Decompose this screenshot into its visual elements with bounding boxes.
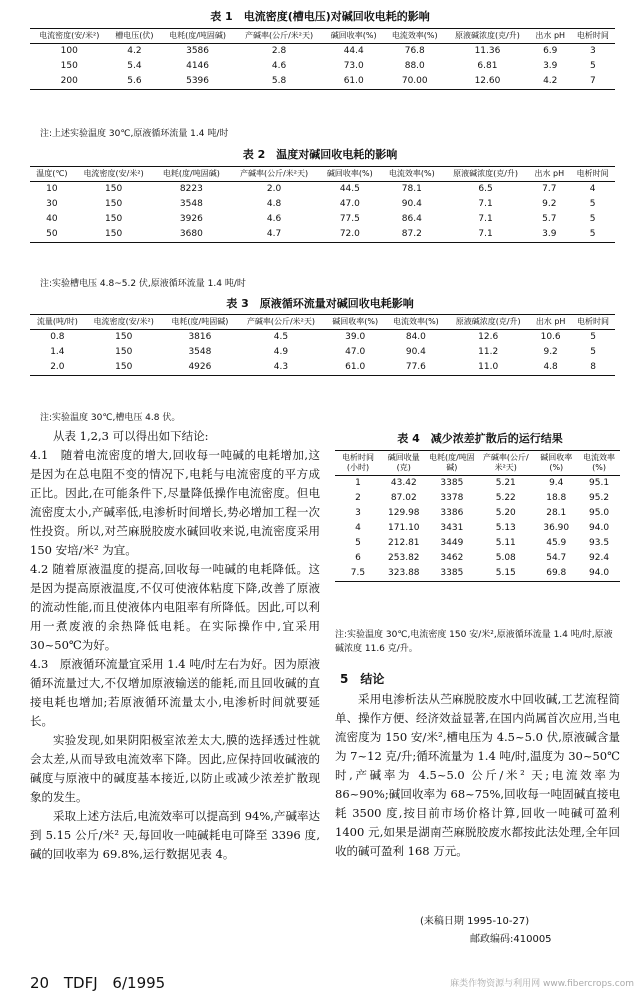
table-cell: 77.6: [386, 360, 447, 376]
table-cell: 86.4: [401, 214, 422, 224]
column-header: 流量(吨/时): [30, 315, 85, 330]
table-cell: 3386: [440, 508, 464, 518]
table-cell: 87.02: [390, 493, 417, 503]
column-header: 电流效率(%): [384, 29, 445, 44]
table-cell: 3548: [179, 199, 203, 209]
table-cell: 11.36: [474, 46, 501, 56]
table-cell: 8223: [179, 184, 203, 194]
table-cell: 30: [46, 199, 58, 209]
table-row: [335, 566, 620, 582]
table-cell: 3.9: [543, 61, 558, 71]
table-cell: 5.13: [495, 523, 516, 533]
column-header: 电析时间: [571, 315, 615, 330]
conclusion-paragraph: 采用电渗析法从苎麻脱胶废水中回收碱,工艺流程简单、操作方便、经济效益显著,在国内尚属首次应用,当电流密度为 150 安/米²,槽电压为 4.5~5.0 伏,原液碱含量为 7~12 克/升;循环流量为 1.4 吨/时,温度为 30~50℃时,产碱率为 4.5~5.0 公斤/米² 天;电流效率为 86~90%;碱回收率为 68~75%,回收每一吨固碱直接电耗 3500 度,按目前市场价格计算,回收一吨碱可盈利 1400 元,如果是湖南苎麻脱胶废水都按此法处理,全年回收的碱可盈利 168 万元。: [335, 692, 620, 858]
table-cell: 171.10: [388, 523, 420, 533]
column-header: 碱回收率(%): [325, 315, 386, 330]
table-row: [335, 506, 620, 521]
table-cell: 200: [30, 74, 109, 90]
column-header: 槽电压(伏): [109, 29, 161, 44]
table-cell: 1: [355, 478, 361, 488]
table-cell: 7: [571, 74, 615, 90]
table-cell: 93.5: [589, 538, 610, 548]
table4: [335, 450, 620, 582]
column-header: 出水 pH: [530, 315, 571, 330]
table-cell: 2.8: [271, 46, 287, 56]
column-header: 电流效率(%): [386, 315, 447, 330]
table-cell: 44.4: [343, 46, 364, 56]
table-cell: 50: [30, 227, 74, 243]
table-cell: 92.4: [589, 553, 610, 563]
table-cell: 3462: [440, 553, 464, 563]
page-number: 20: [30, 974, 50, 992]
table-cell: 150: [105, 184, 123, 194]
column-header: 原液碱浓度(克/升): [445, 29, 529, 44]
table-cell: 4.2: [530, 74, 571, 90]
table-cell: 150: [115, 332, 133, 342]
table-cell: 90.4: [405, 347, 426, 357]
table-cell: 11.2: [478, 347, 499, 357]
table-cell: 77.5: [339, 214, 360, 224]
table-cell: 5: [589, 199, 596, 209]
table-cell: 4.9: [273, 347, 289, 357]
table-cell: 4.5: [273, 332, 289, 342]
table-row: [30, 59, 615, 74]
table-row: [30, 330, 615, 346]
column-header: 电耗(度/吨固碱): [163, 315, 237, 330]
table-cell: 4: [355, 523, 361, 533]
column-header: 电耗(度/吨固碱): [427, 451, 477, 476]
table-cell: 3586: [186, 46, 210, 56]
postcode: 邮政编码:410005: [470, 934, 552, 945]
table-cell: 4.6: [271, 61, 287, 71]
table-cell: 7.7: [542, 184, 557, 194]
table-row: [30, 360, 615, 376]
table-cell: 150: [74, 227, 154, 243]
table-cell: 73.0: [343, 61, 364, 71]
table-cell: 12.6: [478, 332, 499, 342]
table-cell: 5: [355, 538, 361, 548]
table-cell: 4.6: [266, 214, 282, 224]
column-header: 碱回收率(%): [534, 451, 578, 476]
table-cell: 150: [85, 360, 163, 376]
column-header: 电流密度(安/米²): [74, 167, 154, 182]
table-cell: 76.8: [404, 46, 425, 56]
column-header: 出水 pH: [530, 29, 571, 44]
table-cell: 4.3: [237, 360, 325, 376]
table-cell: 3548: [188, 347, 212, 357]
conclusion-4-2: 4.2 随着原液温度的提高,回收每一吨碱的电耗降低。这是因为提高原液温度,不仅可使液体粘度下降,改善了原液的流动性能,而且使液体内电阻率有所降低。因此,可以利用一煮废液的余热降低电耗。在实际操作中,宜采用 30~50℃为好。: [30, 562, 320, 652]
table-row: [30, 212, 615, 227]
table-cell: 150: [105, 214, 123, 224]
table-cell: 9.4: [549, 478, 564, 488]
table-cell: 40: [46, 214, 58, 224]
table-cell: 70.00: [384, 74, 445, 90]
result-paragraph: 采取上述方法后,电流效率可以提高到 94%,产碱率达到 5.15 公斤/米² 天,每回收一吨碱耗电可降至 3396 度,碱的回收率为 69.8%,运行数据见表 4。: [30, 809, 320, 861]
table-cell: 94.0: [578, 566, 620, 582]
table-cell: 4926: [163, 360, 237, 376]
table-cell: 12.60: [445, 74, 529, 90]
column-header: 电流密度(安/米²): [85, 315, 163, 330]
table-cell: 4.8: [530, 360, 571, 376]
right-column: [335, 690, 620, 861]
table-cell: 5.20: [495, 508, 516, 518]
table-cell: 87.2: [381, 227, 443, 243]
table-cell: 3926: [179, 214, 203, 224]
column-header: 原液碱浓度(克/升): [446, 315, 530, 330]
received-date: (来稿日期 1995-10-27): [420, 916, 530, 927]
table-cell: 3.9: [528, 227, 570, 243]
table-cell: 3431: [440, 523, 464, 533]
table-cell: 95.2: [589, 493, 610, 503]
table-cell: 3680: [154, 227, 230, 243]
table-cell: 5.21: [495, 478, 516, 488]
table-cell: 3449: [440, 538, 464, 548]
table2-note: 注:实验槽电压 4.8~5.2 伏,原液循环流量 1.4 吨/时: [40, 279, 246, 289]
column-header: 电析时间: [571, 29, 615, 44]
column-header: 出水 pH: [528, 167, 570, 182]
column-header: 电析时间(小时): [335, 451, 381, 476]
table-cell: 3385: [427, 566, 477, 582]
table-cell: 5396: [160, 74, 235, 90]
table-cell: 10: [46, 184, 58, 194]
table-cell: 94.0: [589, 523, 610, 533]
column-header: 产碱率(公斤/米²天): [477, 451, 534, 476]
table1-note: 注:上述实验温度 30℃,原液循环流量 1.4 吨/时: [40, 129, 229, 139]
table-cell: 100: [60, 46, 78, 56]
table-row: [30, 182, 615, 198]
section-5-heading: 5 结论: [340, 672, 385, 686]
conclusion-4-3: 4.3 原液循环流量宜采用 1.4 吨/时左右为好。因为原液循环流量过大,不仅增加原液输送的能耗,而且回收碱的直接电耗也增加;若原液循环流量太小,电渗析时间就要延长。: [30, 657, 320, 728]
table-cell: 7.1: [478, 214, 493, 224]
column-header: 温度(℃): [30, 167, 74, 182]
table-cell: 5.7: [542, 214, 557, 224]
table-cell: 3: [590, 46, 596, 56]
table-cell: 129.98: [388, 508, 420, 518]
table3: [30, 314, 615, 376]
table-cell: 150: [115, 347, 133, 357]
table-cell: 4: [589, 184, 596, 194]
table-cell: 90.4: [401, 199, 422, 209]
table-cell: 9.2: [542, 199, 557, 209]
table-cell: 5.4: [127, 61, 142, 71]
table-cell: 61.0: [323, 74, 384, 90]
table-row: [30, 345, 615, 360]
table-cell: 212.81: [388, 538, 420, 548]
issue: 6/1995: [112, 974, 166, 992]
table-row: [335, 476, 620, 492]
table-cell: 5.8: [235, 74, 323, 90]
column-header: 碱回收率(%): [319, 167, 381, 182]
column-header: 碱回收率(%): [323, 29, 384, 44]
journal-name: TDFJ: [63, 974, 98, 992]
column-header: 电耗(度/吨固碱): [154, 167, 230, 182]
table-cell: 6.5: [478, 184, 493, 194]
table-cell: 6: [355, 553, 361, 563]
table-cell: 43.42: [390, 478, 417, 488]
column-header: 碱回收量(克): [381, 451, 427, 476]
table-cell: 3816: [188, 332, 212, 342]
table-cell: 6.9: [543, 46, 558, 56]
intro-paragraph: 从表 1,2,3 可以得出如下结论:: [53, 429, 209, 443]
table-cell: 150: [60, 61, 78, 71]
table-cell: 72.0: [319, 227, 381, 243]
table-cell: 45.9: [546, 538, 567, 548]
table4-title: 表 4 减少浓差扩散后的运行结果: [397, 432, 563, 445]
table-cell: 47.0: [339, 199, 360, 209]
table-cell: 78.1: [401, 184, 422, 194]
table-cell: 4.7: [229, 227, 319, 243]
table-cell: 44.5: [339, 184, 360, 194]
table-cell: 4.2: [127, 46, 142, 56]
table-cell: 61.0: [325, 360, 386, 376]
table-cell: 2.0: [266, 184, 282, 194]
table-cell: 8: [571, 360, 615, 376]
table-cell: 5: [570, 227, 615, 243]
table-cell: 150: [105, 199, 123, 209]
table-cell: 3378: [440, 493, 464, 503]
table-row: [30, 227, 615, 243]
table-cell: 88.0: [404, 61, 425, 71]
table-cell: 84.0: [405, 332, 426, 342]
table-cell: 7.1: [443, 227, 529, 243]
column-header: 电耗(度/吨固碱): [160, 29, 235, 44]
table-cell: 54.7: [546, 553, 567, 563]
table-cell: 5.15: [477, 566, 534, 582]
table-cell: 5.11: [495, 538, 516, 548]
table-cell: 5.6: [109, 74, 161, 90]
column-header: 电流效率(%): [578, 451, 620, 476]
table-cell: 253.82: [388, 553, 420, 563]
table-row: [335, 551, 620, 566]
conclusion-4-1: 4.1 随着电流密度的增大,回收每一吨碱的电耗增加,这是因为在总电阻不变的情况下,电耗与电流密度的平方成正比。因此,在可能条件下,尽量降低操作电流密度。但电流密度太小,产碱率低,电渗析时间增长,势必增加工程一次性投资。所以,对苎麻脱胶废水碱回收来说,电流密度采用 150 安培/米² 为宜。: [30, 448, 320, 557]
table-row: [335, 521, 620, 536]
table-cell: 11.0: [446, 360, 530, 376]
table1: [30, 28, 615, 90]
column-header: 电流效率(%): [381, 167, 443, 182]
table-cell: 7.1: [478, 199, 493, 209]
table-row: [30, 197, 615, 212]
table-cell: 5: [590, 61, 596, 71]
table-row: [335, 491, 620, 506]
table-cell: 95.1: [589, 478, 610, 488]
column-header: 原液碱浓度(克/升): [443, 167, 529, 182]
column-header: 电析时间: [570, 167, 615, 182]
column-header: 产碱率(公斤/米²天): [229, 167, 319, 182]
table-cell: 28.1: [546, 508, 567, 518]
table-cell: 323.88: [381, 566, 427, 582]
table-row: [30, 74, 615, 90]
concentration-paragraph: 实验发现,如果阴阳极室浓差太大,膜的选择透过性就会太差,从而导致电流效率下降。因此,应保持回收碱液的碱度与原液中的碱度基本接近,以防止或减少浓差扩散现象的发生。: [30, 733, 320, 804]
table-cell: 2.0: [30, 360, 85, 376]
table-cell: 95.0: [589, 508, 610, 518]
table-cell: 6.81: [477, 61, 498, 71]
table2-title: 表 2 温度对碱回收电耗的影响: [242, 148, 398, 161]
table-cell: 4146: [186, 61, 210, 71]
table-cell: 5.22: [495, 493, 516, 503]
table-cell: 10.6: [540, 332, 561, 342]
table-cell: 18.8: [546, 493, 567, 503]
table-cell: 7.5: [335, 566, 381, 582]
table-cell: 3385: [440, 478, 464, 488]
table-cell: 5: [589, 214, 596, 224]
table-row: [335, 536, 620, 551]
column-header: 电流密度(安/米²): [30, 29, 109, 44]
table-cell: 69.8: [534, 566, 578, 582]
table2: [30, 166, 615, 243]
table-cell: 36.90: [543, 523, 570, 533]
table3-title: 表 3 原液循环流量对碱回收电耗影响: [226, 297, 414, 310]
table-cell: 9.2: [543, 347, 558, 357]
table-cell: 39.0: [345, 332, 366, 342]
table-cell: 5.08: [495, 553, 516, 563]
table-cell: 47.0: [345, 347, 366, 357]
table-cell: 1.4: [50, 347, 65, 357]
watermark: 麻类作物资源与利用网 www.fibercrops.com: [450, 979, 634, 989]
table-cell: 3: [355, 508, 361, 518]
table-cell: 0.8: [50, 332, 65, 342]
left-column: [30, 427, 320, 864]
table-row: [30, 44, 615, 60]
table-cell: 5: [590, 332, 596, 342]
table-cell: 2: [355, 493, 361, 503]
page-footer: [30, 974, 175, 992]
column-header: 产碱率(公斤/米²天): [235, 29, 323, 44]
table1-title: 表 1 电流密度(槽电压)对碱回收电耗的影响: [210, 10, 430, 23]
table3-note: 注:实验温度 30℃,槽电压 4.8 伏。: [40, 413, 181, 423]
table4-note: 注:实验温度 30℃,电流密度 150 安/米²,原液循环流量 1.4 吨/时,原液碱浓度 11.6 克/升。: [335, 630, 613, 654]
column-header: 产碱率(公斤/米²天): [237, 315, 325, 330]
table-cell: 4.8: [266, 199, 282, 209]
table-cell: 5: [590, 347, 596, 357]
